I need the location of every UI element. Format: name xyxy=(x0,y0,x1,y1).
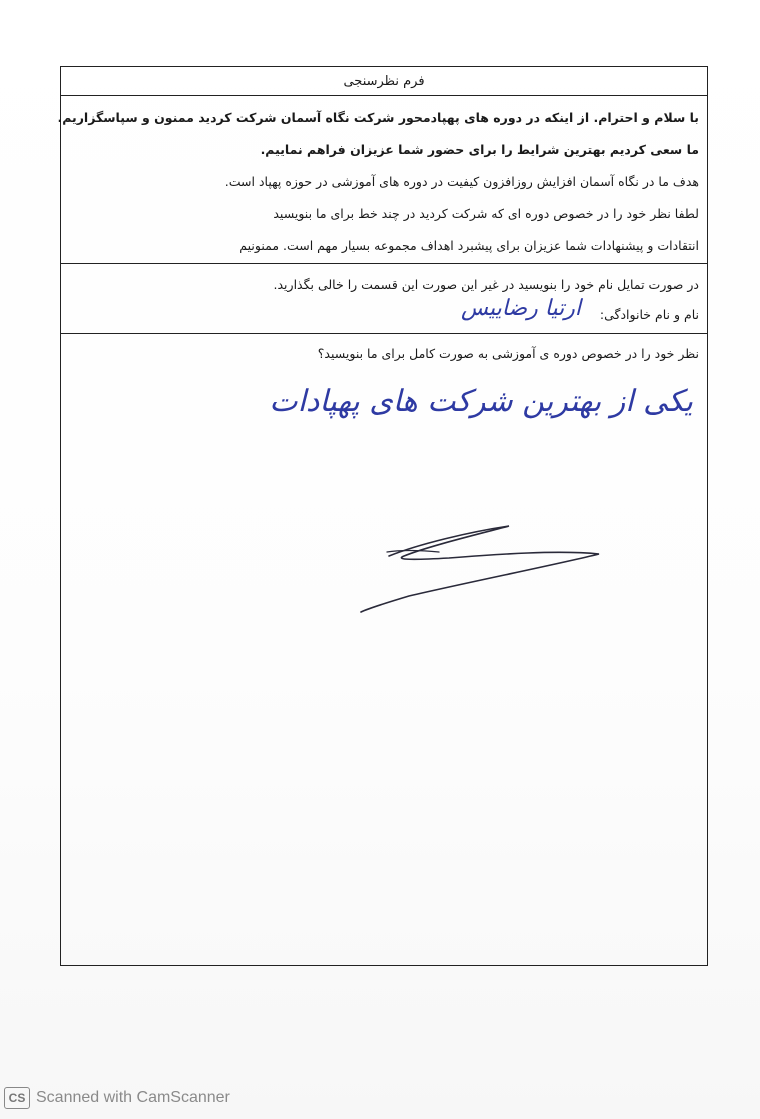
name-instruction: در صورت تمایل نام خود را بنویسید در غیر این صورت این قسمت را خالی بگذارید. xyxy=(273,277,699,292)
form-title-row xyxy=(61,67,707,96)
intro-line-greeting: با سلام و احترام. از اینکه در دوره های پهپادمحور شرکت نگاه آسمان شرکت کردید ممنون و سپاسگزاریم. xyxy=(57,110,699,125)
survey-form xyxy=(57,66,708,966)
name-handwritten-value: ارتیا رضاییس xyxy=(460,296,581,321)
opinion-section xyxy=(61,334,707,964)
signature-icon xyxy=(359,524,609,614)
name-section xyxy=(61,264,707,334)
intro-line-goal: هدف ما در نگاه آسمان افزایش روزافزون کیفیت در دوره های آموزشی در حوزه پهپاد است. xyxy=(224,174,699,189)
opinion-question: نظر خود را در خصوص دوره ی آموزشی به صورت کامل برای ما بنویسید؟ xyxy=(317,346,699,361)
scanner-watermark xyxy=(4,1086,230,1110)
name-field-line xyxy=(69,296,699,330)
name-label: نام و نام خانوادگی: xyxy=(599,307,699,322)
intro-line-effort: ما سعی کردیم بهترین شرایط را برای حضور شما عزیزان فراهم نماییم. xyxy=(260,142,699,157)
intro-line-feedback: انتقادات و پیشنهادات شما عزیزان برای پیشبرد اهداف مجموعه بسیار مهم است. ممنونیم xyxy=(239,238,699,253)
form-title: فرم نظرسنجی xyxy=(343,73,425,89)
intro-section xyxy=(57,96,707,264)
camscanner-logo-icon: CS xyxy=(4,1087,30,1109)
opinion-handwritten-answer: یکی از بهترین شرکت های پهپادات xyxy=(269,384,693,419)
intro-line-request: لطفا نظر خود را در خصوص دوره ای که شرکت کردید در چند خط برای ما بنویسید xyxy=(273,206,699,221)
scanner-text: Scanned with CamScanner xyxy=(36,1089,230,1106)
